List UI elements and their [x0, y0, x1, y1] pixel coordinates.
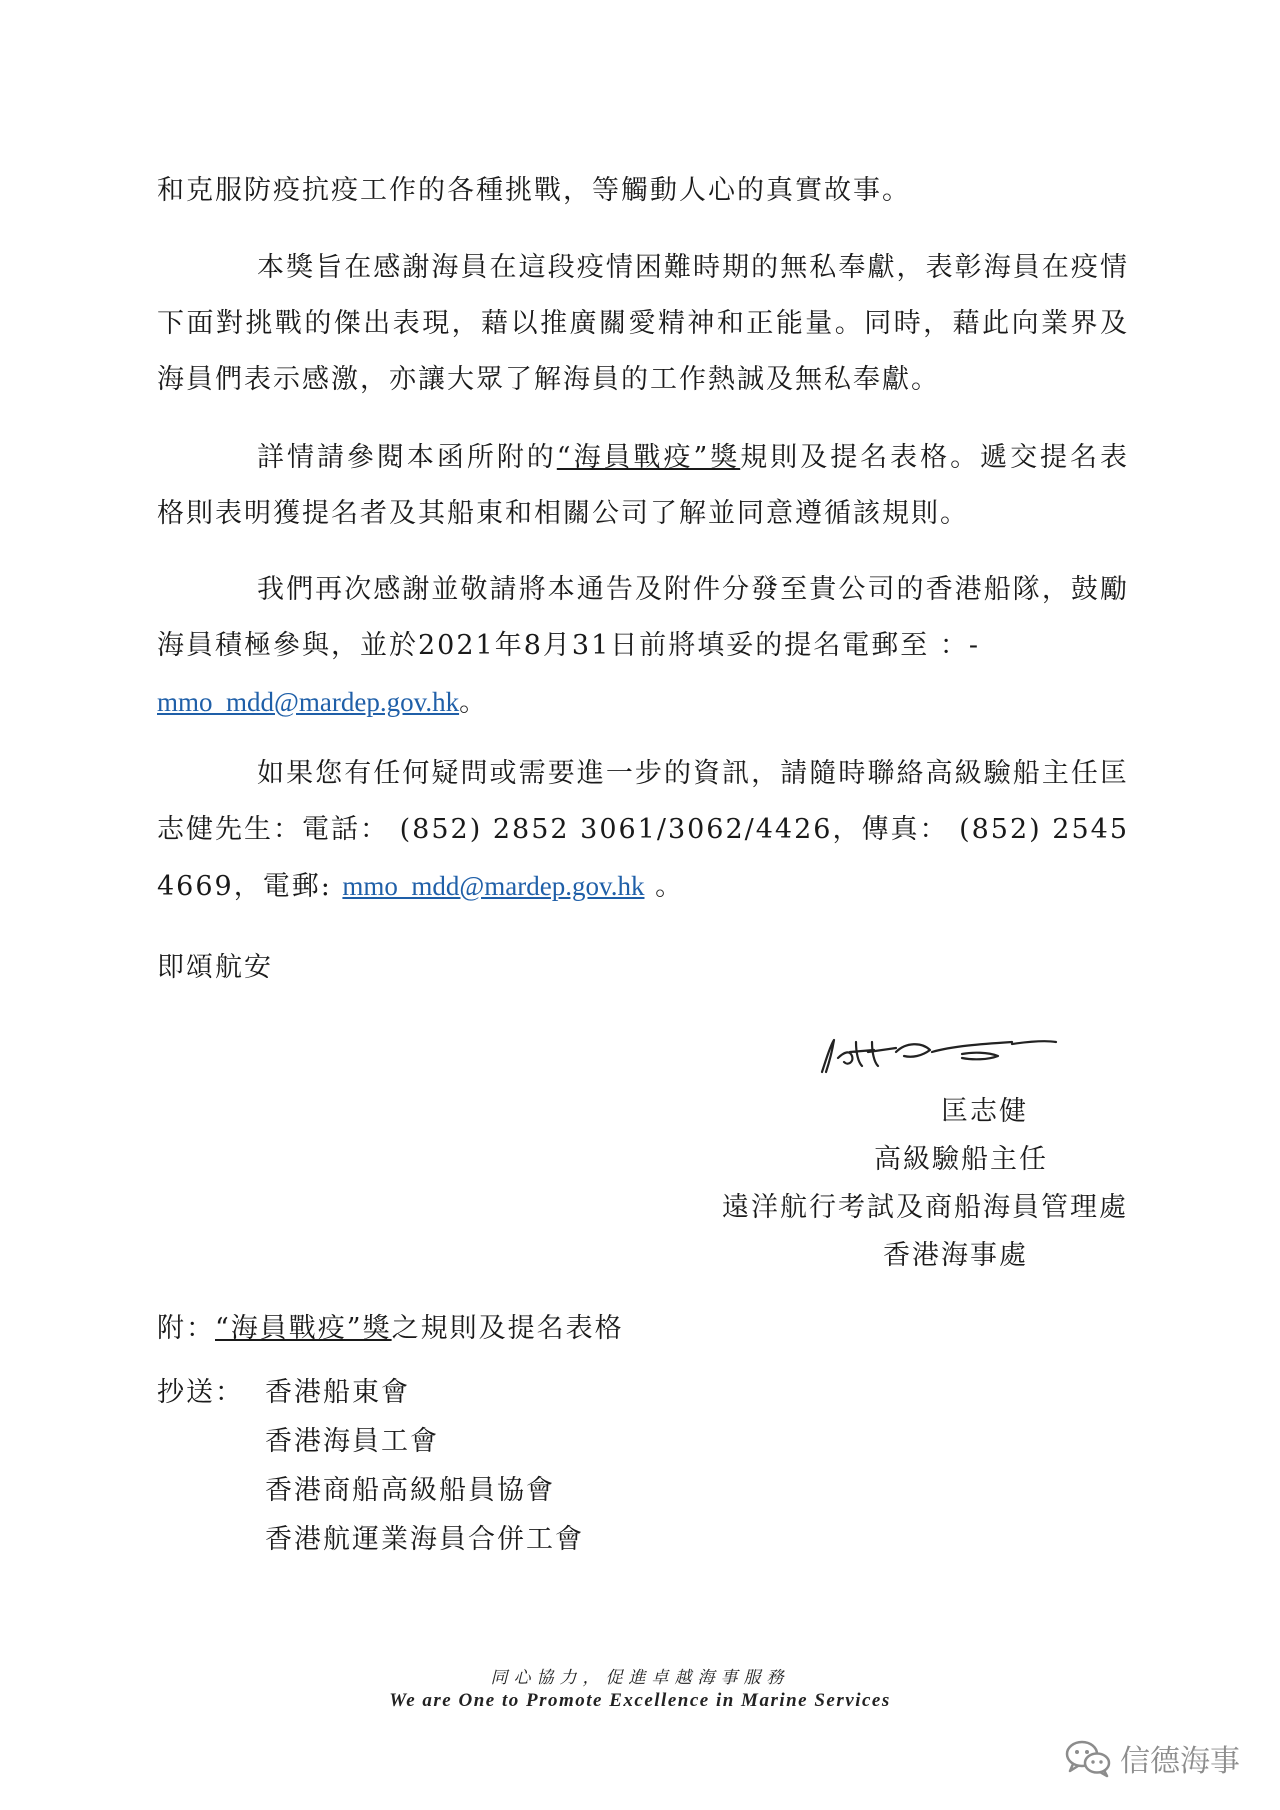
paragraph-5-end: 。: [644, 871, 685, 902]
paragraph-3-before: 詳情請參閱本函所附的: [257, 442, 557, 473]
enclosure-note: [157, 1306, 624, 1345]
contact-email-link[interactable]: mmo_mdd@mardep.gov.hk: [342, 871, 645, 901]
enclosure-suffix: 之規則及提名表格: [391, 1313, 624, 1344]
signatory-office: 遠洋航行考試及商船海員管理處: [722, 1192, 1128, 1223]
enclosure-prefix: 附：: [157, 1313, 215, 1344]
watermark: [1064, 1736, 1240, 1780]
signature-block: [648, 1088, 1128, 1280]
cc-label: 抄送：: [157, 1377, 244, 1408]
enclosure-award: “海員戰疫”獎: [215, 1313, 392, 1344]
signatory-title: 高級驗船主任: [874, 1144, 1048, 1175]
paragraph-3-after: 規則及提名表格。遞交提名表格則表明獲提名者及其船東和相關公司了解並同意遵循該規則。: [157, 442, 1130, 529]
paragraph-5: [157, 746, 1140, 915]
wechat-icon: [1064, 1738, 1112, 1778]
paragraph-5-text: 如果您有任何疑問或需要進一步的資訊，請隨時聯絡高級驗船主任匡志健先生：電話： (852) 2852 3061/3062/4426，傳真： (852) 2545 4669，電郵:: [157, 758, 1140, 902]
award-name: “海員戰疫”獎: [556, 442, 741, 473]
paragraph-1: [157, 163, 1129, 219]
paragraph-2-text: 本獎旨在感謝海員在這段疫情困難時期的無私奉獻，表彰海員在疫情下面對挑戰的傑出表現，藉以推廣關愛精神和正能量。同時，藉此向業界及海員們表示感激，亦讓大眾了解海員的工作熱誠及無私奉獻。: [157, 252, 1129, 395]
paragraph-4: [157, 562, 1129, 731]
signatory-department: 香港海事處: [883, 1240, 1028, 1271]
paragraph-4-text: 我們再次感謝並敬請將本通告及附件分發至貴公司的香港船隊，鼓勵海員積極參與，並於2021年8月31日前將填妥的提名電郵至 ：-: [157, 574, 1129, 661]
cc-recipient: 香港海員工會: [265, 1426, 439, 1457]
handwritten-signature: [812, 1022, 1062, 1082]
paragraph-2: [157, 240, 1129, 408]
paragraph-3: [157, 430, 1129, 542]
cc-recipient: 香港航運業海員合併工會: [265, 1524, 584, 1555]
cc-list: [265, 1368, 765, 1564]
closing-salutation: 即頌航安: [157, 952, 273, 983]
footer-motto-english: We are One to Promote Excellence in Marine Services: [389, 1690, 891, 1711]
watermark-text: 信德海事: [1120, 1744, 1240, 1779]
paragraph-4-end: 。: [459, 687, 489, 718]
cc-recipient: 香港商船高級船員協會: [265, 1475, 555, 1506]
paragraph-1-text: 和克服防疫抗疫工作的各種挑戰，等觸動人心的真實故事。: [157, 175, 911, 206]
email-link[interactable]: mmo_mdd@mardep.gov.hk: [157, 687, 460, 717]
signatory-name: 匡志健: [941, 1096, 1028, 1127]
cc-recipient: 香港船東會: [265, 1377, 410, 1408]
footer-motto-chinese: 同心協力，促進卓越海事服務: [490, 1668, 790, 1688]
